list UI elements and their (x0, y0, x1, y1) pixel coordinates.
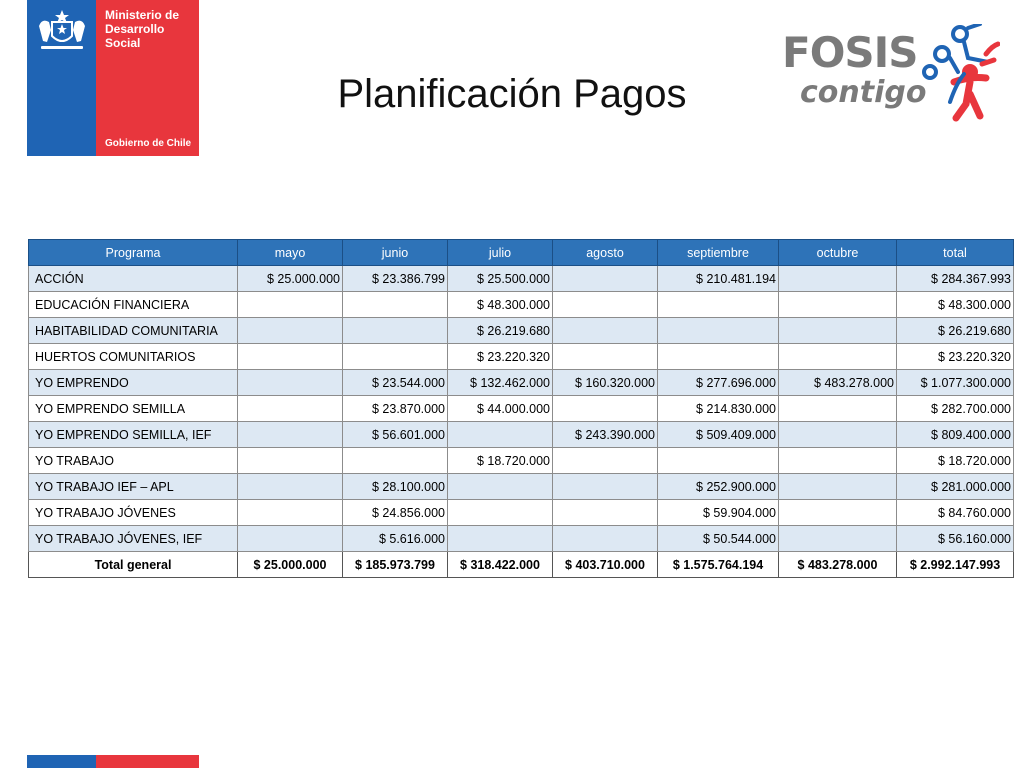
amount-cell (658, 318, 779, 344)
amount-cell (779, 318, 897, 344)
amount-cell: $ 59.904.000 (658, 500, 779, 526)
amount-cell (779, 396, 897, 422)
amount-cell: $ 282.700.000 (897, 396, 1014, 422)
ministerio-line-2: Desarrollo (105, 22, 165, 36)
total-row (29, 552, 1014, 578)
fosis-wordmark: FOSIS (782, 28, 918, 77)
amount-cell (553, 318, 658, 344)
ministerio-name (105, 8, 197, 50)
amount-cell (238, 318, 343, 344)
amount-cell (238, 526, 343, 552)
amount-cell: $ 23.870.000 (343, 396, 448, 422)
table-row (29, 448, 1014, 474)
table-row (29, 344, 1014, 370)
amount-cell (553, 474, 658, 500)
amount-cell (779, 266, 897, 292)
table-row (29, 292, 1014, 318)
amount-cell: $ 132.462.000 (448, 370, 553, 396)
total-amount-cell: $ 318.422.000 (448, 552, 553, 578)
amount-cell (238, 292, 343, 318)
total-amount-cell: $ 1.575.764.194 (658, 552, 779, 578)
ministerio-line-1: Ministerio de (105, 8, 180, 22)
amount-cell (448, 500, 553, 526)
amount-cell (553, 292, 658, 318)
amount-cell (238, 500, 343, 526)
program-name-cell: ACCIÓN (29, 266, 238, 292)
amount-cell: $ 23.220.320 (897, 344, 1014, 370)
footer-red-bar (96, 755, 199, 768)
amount-cell (553, 266, 658, 292)
amount-cell: $ 214.830.000 (658, 396, 779, 422)
amount-cell (343, 318, 448, 344)
amount-cell: $ 28.100.000 (343, 474, 448, 500)
program-name-cell: YO EMPRENDO SEMILLA (29, 396, 238, 422)
total-amount-cell: $ 2.992.147.993 (897, 552, 1014, 578)
payments-table (28, 239, 1014, 578)
amount-cell (553, 500, 658, 526)
amount-cell: $ 281.000.000 (897, 474, 1014, 500)
amount-cell: $ 509.409.000 (658, 422, 779, 448)
table-row (29, 318, 1014, 344)
amount-cell: $ 48.300.000 (897, 292, 1014, 318)
amount-cell: $ 23.220.320 (448, 344, 553, 370)
amount-cell: $ 23.386.799 (343, 266, 448, 292)
amount-cell (779, 344, 897, 370)
table-row (29, 474, 1014, 500)
amount-cell: $ 48.300.000 (448, 292, 553, 318)
amount-cell (238, 474, 343, 500)
amount-cell: $ 25.500.000 (448, 266, 553, 292)
amount-cell (448, 422, 553, 448)
total-amount-cell: $ 483.278.000 (779, 552, 897, 578)
column-header: octubre (779, 240, 897, 266)
amount-cell (238, 396, 343, 422)
amount-cell (779, 292, 897, 318)
amount-cell: $ 18.720.000 (897, 448, 1014, 474)
amount-cell (343, 448, 448, 474)
total-label-cell: Total general (29, 552, 238, 578)
total-amount-cell: $ 25.000.000 (238, 552, 343, 578)
program-name-cell: YO TRABAJO (29, 448, 238, 474)
amount-cell (448, 526, 553, 552)
amount-cell: $ 56.160.000 (897, 526, 1014, 552)
amount-cell: $ 277.696.000 (658, 370, 779, 396)
ministerio-line-3: Social (105, 36, 141, 50)
footer-color-bar (27, 755, 199, 768)
amount-cell (779, 422, 897, 448)
amount-cell: $ 210.481.194 (658, 266, 779, 292)
amount-cell (448, 474, 553, 500)
gobierno-label: Gobierno de Chile (105, 138, 192, 149)
amount-cell (238, 370, 343, 396)
program-name-cell: HUERTOS COMUNITARIOS (29, 344, 238, 370)
chile-coat-of-arms-icon (35, 8, 89, 52)
amount-cell: $ 26.219.680 (897, 318, 1014, 344)
total-amount-cell: $ 403.710.000 (553, 552, 658, 578)
table-row (29, 266, 1014, 292)
program-name-cell: EDUCACIÓN FINANCIERA (29, 292, 238, 318)
amount-cell (238, 422, 343, 448)
column-header: septiembre (658, 240, 779, 266)
amount-cell: $ 160.320.000 (553, 370, 658, 396)
amount-cell: $ 25.000.000 (238, 266, 343, 292)
amount-cell: $ 84.760.000 (897, 500, 1014, 526)
table-row (29, 396, 1014, 422)
table-row (29, 500, 1014, 526)
column-header: mayo (238, 240, 343, 266)
amount-cell: $ 50.544.000 (658, 526, 779, 552)
amount-cell (238, 344, 343, 370)
table-body (29, 266, 1014, 578)
amount-cell: $ 56.601.000 (343, 422, 448, 448)
amount-cell: $ 284.367.993 (897, 266, 1014, 292)
total-amount-cell: $ 185.973.799 (343, 552, 448, 578)
amount-cell: $ 243.390.000 (553, 422, 658, 448)
program-name-cell: YO EMPRENDO (29, 370, 238, 396)
amount-cell: $ 5.616.000 (343, 526, 448, 552)
amount-cell: $ 809.400.000 (897, 422, 1014, 448)
program-name-cell: YO TRABAJO IEF – APL (29, 474, 238, 500)
amount-cell (553, 344, 658, 370)
amount-cell: $ 23.544.000 (343, 370, 448, 396)
table-header-row (29, 240, 1014, 266)
amount-cell: $ 252.900.000 (658, 474, 779, 500)
page-title: Planificación Pagos (337, 72, 687, 116)
amount-cell (658, 344, 779, 370)
amount-cell (343, 344, 448, 370)
amount-cell (779, 500, 897, 526)
program-name-cell: YO TRABAJO JÓVENES, IEF (29, 526, 238, 552)
amount-cell (238, 448, 343, 474)
table-row (29, 526, 1014, 552)
fosis-tagline: contigo (800, 75, 927, 110)
column-header: agosto (553, 240, 658, 266)
amount-cell: $ 24.856.000 (343, 500, 448, 526)
amount-cell (553, 448, 658, 474)
program-name-cell: YO EMPRENDO SEMILLA, IEF (29, 422, 238, 448)
amount-cell: $ 26.219.680 (448, 318, 553, 344)
amount-cell (553, 396, 658, 422)
program-name-cell: YO TRABAJO JÓVENES (29, 500, 238, 526)
amount-cell (779, 474, 897, 500)
table-row (29, 370, 1014, 396)
amount-cell (553, 526, 658, 552)
amount-cell (779, 526, 897, 552)
column-header: Programa (29, 240, 238, 266)
column-header: junio (343, 240, 448, 266)
column-header: total (897, 240, 1014, 266)
amount-cell (658, 448, 779, 474)
amount-cell: $ 483.278.000 (779, 370, 897, 396)
program-name-cell: HABITABILIDAD COMUNITARIA (29, 318, 238, 344)
amount-cell (658, 292, 779, 318)
footer-blue-bar (27, 755, 96, 768)
amount-cell: $ 18.720.000 (448, 448, 553, 474)
amount-cell (779, 448, 897, 474)
column-header: julio (448, 240, 553, 266)
amount-cell: $ 1.077.300.000 (897, 370, 1014, 396)
amount-cell (343, 292, 448, 318)
amount-cell: $ 44.000.000 (448, 396, 553, 422)
table-row (29, 422, 1014, 448)
